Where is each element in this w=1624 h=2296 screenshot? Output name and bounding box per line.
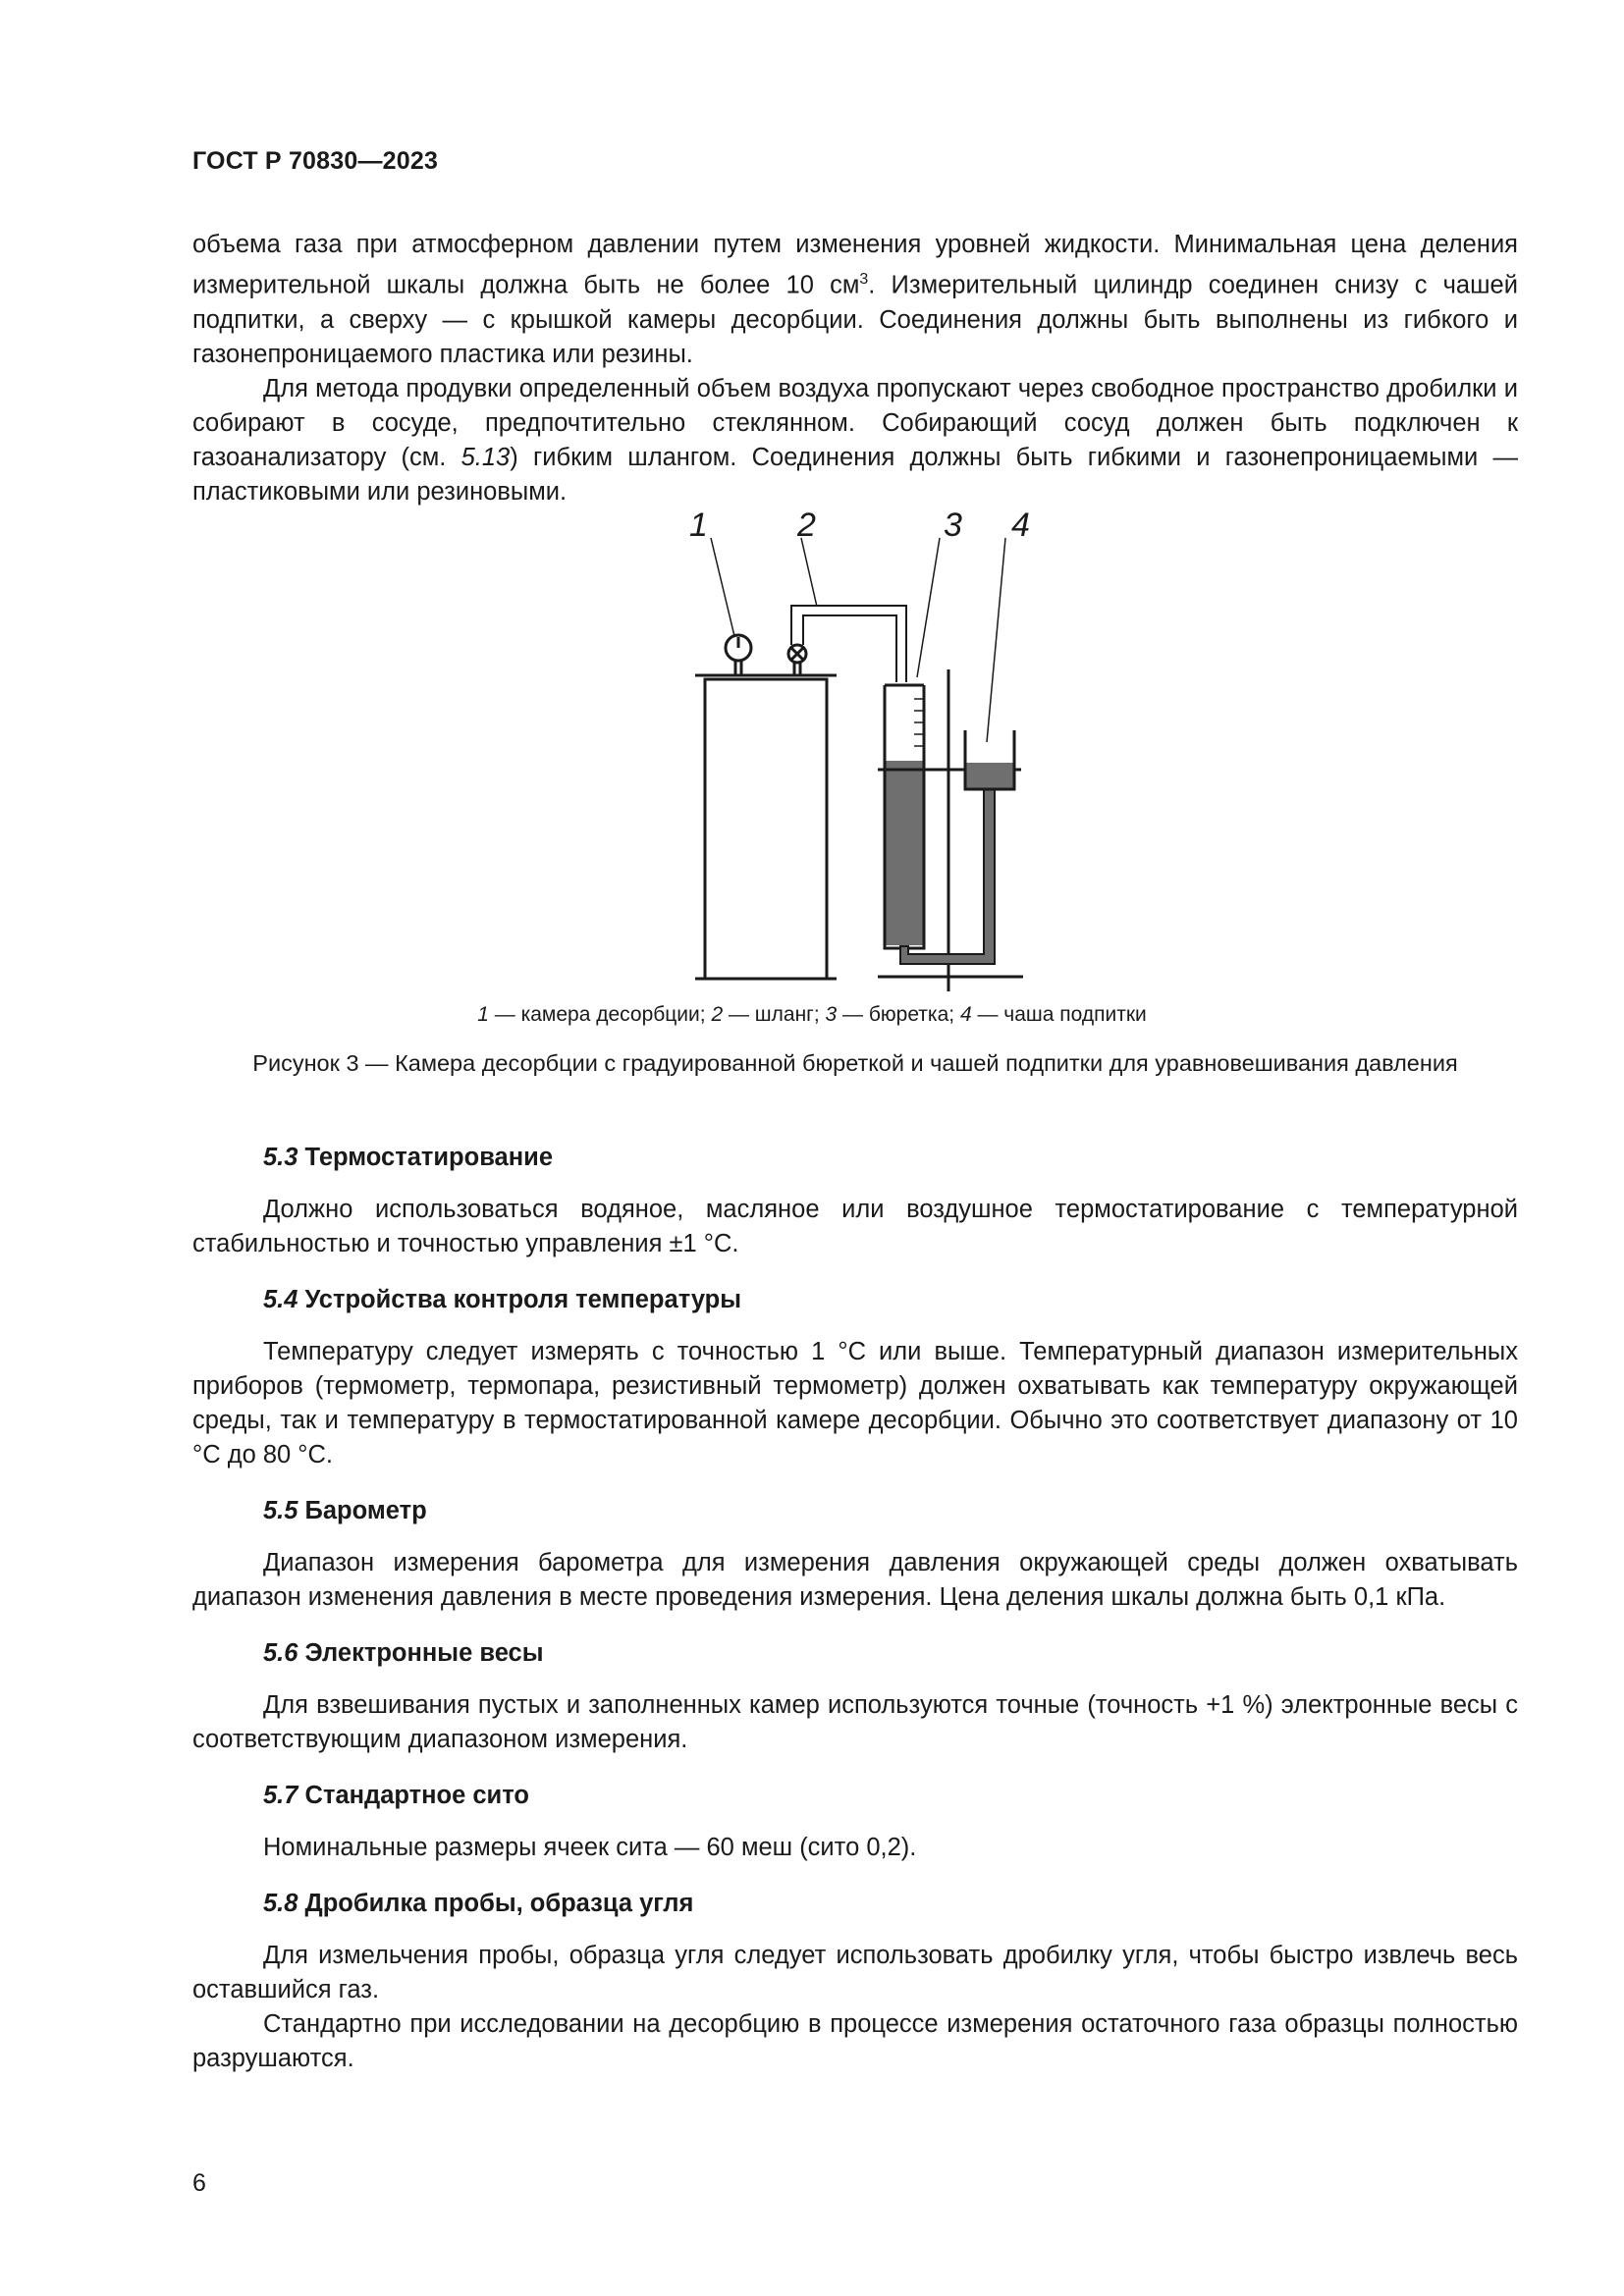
section-heading: 5.4 Устройства контроля температуры bbox=[263, 1286, 742, 1313]
figure-desorption-apparatus bbox=[648, 510, 1060, 991]
paragraph: Диапазон измерения барометра для измерения давления окружающей среды должен охватывать диапазон изменения давления в месте проведения измерения. Цена деления шкалы должна быть 0,1 кПа. bbox=[192, 1549, 1518, 1611]
label-4: 4 bbox=[1011, 510, 1030, 544]
apparatus-diagram bbox=[648, 510, 1060, 991]
section-heading: 5.5 Барометр bbox=[263, 1497, 427, 1524]
paragraph: Для метода продувки определенный объем воздуха пропускают через свободное пространство дробилки и собирают в сосуде, предпочтительно стеклянном. Собирающий сосуд должен быть подключен к газоанализатору (см. 5.13) гибким шлангом. Соединения должны быть гибкими и газонепроницаемыми — пластиковыми или резиновыми. bbox=[192, 374, 1518, 506]
section-5-3 bbox=[192, 1141, 1518, 1261]
desorption-chamber bbox=[695, 675, 837, 979]
leader-lines bbox=[711, 538, 1005, 742]
section-5-7 bbox=[192, 1779, 1518, 1865]
document-header: ГОСТ Р 70830—2023 bbox=[192, 147, 439, 175]
section-heading: 5.6 Электронные весы bbox=[263, 1639, 544, 1667]
sections bbox=[192, 1119, 1518, 2076]
valve-icon bbox=[788, 645, 806, 675]
paragraph: объема газа при атмосферном давлении путем изменения уровней жидкости. Минимальная цена деления измерительной шкалы должна быть не более 10 $см^3$. Измерительный цилиндр соединен снизу с чашей подпитки, а сверху — с крышкой камеры десорбции. Соединения должны быть выполнены из гибкого и газонепроницаемого пластика или резины. bbox=[192, 231, 1518, 368]
section-heading: 5.8 Дробилка пробы, образца угля bbox=[263, 1890, 694, 1917]
paragraph: Для измельчения пробы, образца угля следует использовать дробилку угля, чтобы быстро извлечь весь оставшийся газ. bbox=[192, 1942, 1518, 2003]
label-3: 3 bbox=[944, 510, 962, 544]
paragraph: Для взвешивания пустых и заполненных камер используются точные (точность +1 %) электронные весы с соответствующим диапазоном измерения. bbox=[192, 1691, 1518, 1753]
section-5-6 bbox=[192, 1636, 1518, 1757]
section-5-8 bbox=[192, 1887, 1518, 2076]
paragraph: Стандартно при исследовании на десорбцию в процессе измерения остаточного газа образцы полностью разрушаются. bbox=[192, 2010, 1518, 2072]
intro-text bbox=[192, 228, 1518, 509]
section-heading: 5.3 Термостатирование bbox=[263, 1144, 553, 1171]
hose bbox=[791, 606, 906, 682]
page-number: 6 bbox=[192, 2169, 206, 2197]
paragraph: Должно использоваться водяное, масляное или воздушное термостатирование с температурной стабильностью и точностью управления ±1 °C. bbox=[192, 1196, 1518, 1257]
cup-liquid bbox=[965, 763, 1014, 789]
section-5-5 bbox=[192, 1494, 1518, 1615]
paragraph: Номинальные размеры ячеек сита — 60 меш (сито 0,2). bbox=[263, 1834, 917, 1861]
label-2: 2 bbox=[797, 510, 816, 544]
burette-liquid bbox=[885, 761, 924, 945]
figure-caption: Рисунок 3 — Камера десорбции с градуированной бюреткой и чашей подпитки для уравновешивания давления bbox=[252, 1050, 1458, 1076]
label-1: 1 bbox=[689, 510, 708, 544]
section-heading: 5.7 Стандартное сито bbox=[263, 1782, 529, 1809]
figure-legend: 1 — камера десорбции; 2 — шланг; 3 — бюретка; 4 — чаша подпитки bbox=[477, 1003, 1147, 1026]
section-5-4 bbox=[192, 1283, 1518, 1472]
pressure-gauge-icon bbox=[726, 635, 751, 675]
paragraph: Температуру следует измерять с точностью 1 °C или выше. Температурный диапазон измерительных приборов (термометр, термопара, резистивный термометр) должен охватывать как температуру окружающей среды, так и температуру в термостатированной камере десорбции. Обычно это соответствует диапазону от 10 °C до 80 °C. bbox=[192, 1338, 1518, 1468]
